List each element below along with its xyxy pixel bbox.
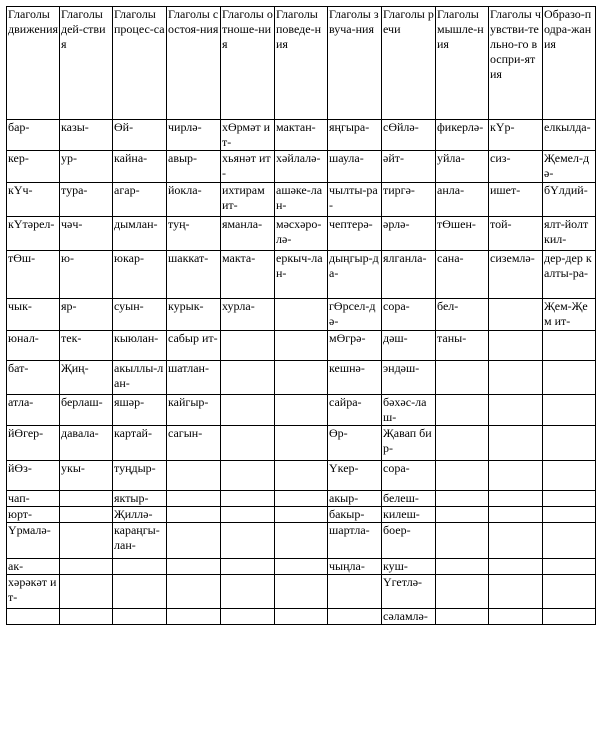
table-cell <box>489 491 543 507</box>
table-cell: куш- <box>382 559 436 575</box>
table-cell <box>60 559 113 575</box>
table-cell <box>60 491 113 507</box>
table-cell: еркыч-лан- <box>275 251 328 299</box>
table-cell: акыр- <box>328 491 382 507</box>
table-cell: казы- <box>60 120 113 151</box>
table-cell <box>436 361 489 395</box>
table-cell <box>489 559 543 575</box>
table-cell: чап- <box>7 491 60 507</box>
column-header: Глаголы звуча-ния <box>328 7 382 120</box>
table-cell <box>7 609 60 625</box>
table-cell: эндәш- <box>382 361 436 395</box>
table-cell: яңгыра- <box>328 120 382 151</box>
table-cell <box>543 559 596 575</box>
table-cell: караңгы-лан- <box>113 523 167 559</box>
table-row <box>7 151 596 183</box>
table-cell <box>436 523 489 559</box>
table-cell: сайра- <box>328 395 382 426</box>
table-cell: хәйлалә- <box>275 151 328 183</box>
table-cell: кҮч- <box>7 183 60 217</box>
table-cell <box>489 395 543 426</box>
table-cell <box>275 361 328 395</box>
table-cell <box>113 575 167 609</box>
table-body <box>7 120 596 625</box>
table-cell <box>275 523 328 559</box>
table-cell: яшәр- <box>113 395 167 426</box>
table-cell: хьянәт ит- <box>221 151 275 183</box>
table-cell <box>221 361 275 395</box>
table-cell: атла- <box>7 395 60 426</box>
table-cell: фикерлә- <box>436 120 489 151</box>
table-cell: тиргә- <box>382 183 436 217</box>
table-cell <box>113 559 167 575</box>
table-cell <box>436 426 489 461</box>
table-cell: шатлан- <box>167 361 221 395</box>
table-cell: яктыр- <box>113 491 167 507</box>
table-cell: сагын- <box>167 426 221 461</box>
table-row <box>7 217 596 251</box>
table-cell: шартла- <box>328 523 382 559</box>
table-cell <box>60 575 113 609</box>
table-cell: йокла- <box>167 183 221 217</box>
table-cell <box>167 491 221 507</box>
table-cell: кҮр- <box>489 120 543 151</box>
table-cell: әйт- <box>382 151 436 183</box>
table-cell <box>221 575 275 609</box>
table-cell: яманла- <box>221 217 275 251</box>
table-cell: юнал- <box>7 331 60 361</box>
table-cell <box>543 491 596 507</box>
table-cell: дер-дер калты-ра- <box>543 251 596 299</box>
table-cell: суын- <box>113 299 167 331</box>
table-cell: агар- <box>113 183 167 217</box>
table-cell: кайна- <box>113 151 167 183</box>
table-cell: сӨйлә- <box>382 120 436 151</box>
column-header: Глаголы процес-са <box>113 7 167 120</box>
table-cell <box>489 331 543 361</box>
table-cell <box>543 609 596 625</box>
table-cell <box>221 507 275 523</box>
table-cell: ак- <box>7 559 60 575</box>
table-cell: хәрәкәт ит- <box>7 575 60 609</box>
table-cell: чылты-ра- <box>328 183 382 217</box>
table-cell: белеш- <box>382 491 436 507</box>
table-cell <box>275 299 328 331</box>
table-cell <box>221 609 275 625</box>
table-cell <box>60 507 113 523</box>
table-cell: юкар- <box>113 251 167 299</box>
table-cell <box>436 395 489 426</box>
table-cell: курык- <box>167 299 221 331</box>
table-row <box>7 575 596 609</box>
table-cell <box>275 395 328 426</box>
table-row <box>7 491 596 507</box>
table-cell <box>275 575 328 609</box>
table-cell: чирлә- <box>167 120 221 151</box>
table-cell <box>328 609 382 625</box>
table-cell: картай- <box>113 426 167 461</box>
table-row <box>7 609 596 625</box>
table-cell: Үкер- <box>328 461 382 491</box>
table-cell: авыр- <box>167 151 221 183</box>
table-cell <box>113 609 167 625</box>
table-row <box>7 559 596 575</box>
table-cell: той- <box>489 217 543 251</box>
table-cell <box>543 395 596 426</box>
table-cell <box>543 507 596 523</box>
table-cell: Җиллә- <box>113 507 167 523</box>
table-cell: бел- <box>436 299 489 331</box>
table-cell: уйла- <box>436 151 489 183</box>
table-row <box>7 507 596 523</box>
table-row <box>7 120 596 151</box>
table-cell: макта- <box>221 251 275 299</box>
column-header: Глаголы мышле-ния <box>436 7 489 120</box>
table-cell: яр- <box>60 299 113 331</box>
table-cell <box>275 559 328 575</box>
table-cell <box>543 461 596 491</box>
table-cell <box>275 461 328 491</box>
table-cell: Җиң- <box>60 361 113 395</box>
table-cell <box>489 426 543 461</box>
table-cell <box>275 331 328 361</box>
table-cell: тӨш- <box>7 251 60 299</box>
table-cell: елкылда- <box>543 120 596 151</box>
table-cell: дәш- <box>382 331 436 361</box>
table-cell <box>275 507 328 523</box>
table-cell <box>275 609 328 625</box>
table-cell: кер- <box>7 151 60 183</box>
table-cell <box>489 523 543 559</box>
table-cell <box>436 575 489 609</box>
table-cell: шаккат- <box>167 251 221 299</box>
column-header: Глаголы чувстви-тельно-го воспри-ятия <box>489 7 543 120</box>
table-cell: бар- <box>7 120 60 151</box>
table-cell: таны- <box>436 331 489 361</box>
table-cell: ялганла- <box>382 251 436 299</box>
table-cell: давала- <box>60 426 113 461</box>
table-cell <box>221 523 275 559</box>
table-cell: сәламлә- <box>382 609 436 625</box>
table-cell: ю- <box>60 251 113 299</box>
table-cell <box>489 299 543 331</box>
table-cell <box>167 559 221 575</box>
table-row <box>7 523 596 559</box>
table-cell: тек- <box>60 331 113 361</box>
column-header: Глаголы отноше-ния <box>221 7 275 120</box>
table-cell <box>167 461 221 491</box>
table-cell: чептерә- <box>328 217 382 251</box>
table-cell <box>543 331 596 361</box>
table-cell: ашәке-лан- <box>275 183 328 217</box>
table-cell: юрт- <box>7 507 60 523</box>
table-cell: сора- <box>382 461 436 491</box>
table-cell: йӨгер- <box>7 426 60 461</box>
table-cell <box>543 426 596 461</box>
table-cell: кҮтәрел- <box>7 217 60 251</box>
table-row <box>7 183 596 217</box>
table-cell: ур- <box>60 151 113 183</box>
table-cell <box>489 609 543 625</box>
verb-classification-table <box>6 6 596 625</box>
table-cell: бәхәс-лаш- <box>382 395 436 426</box>
table-cell <box>167 523 221 559</box>
column-header: Глаголы дей-ствия <box>60 7 113 120</box>
table-cell: тура- <box>60 183 113 217</box>
table-cell <box>167 575 221 609</box>
table-cell <box>221 491 275 507</box>
table-cell <box>489 575 543 609</box>
table-row <box>7 251 596 299</box>
table-cell: сана- <box>436 251 489 299</box>
table-cell <box>275 426 328 461</box>
table-row <box>7 299 596 331</box>
table-cell: боер- <box>382 523 436 559</box>
table-cell: акыллы-лан- <box>113 361 167 395</box>
table-cell: сиз- <box>489 151 543 183</box>
table-cell <box>489 361 543 395</box>
table-cell: кайгыр- <box>167 395 221 426</box>
table-cell: гӨрсел-дә- <box>328 299 382 331</box>
table-cell: укы- <box>60 461 113 491</box>
table-cell: бҮлдий- <box>543 183 596 217</box>
table-cell: мактан- <box>275 120 328 151</box>
table-cell: анла- <box>436 183 489 217</box>
table-cell: мӨгрә- <box>328 331 382 361</box>
table-cell: Өй- <box>113 120 167 151</box>
column-header: Глаголы состоя-ния <box>167 7 221 120</box>
table-cell: ихтирам ит- <box>221 183 275 217</box>
table-cell: дыңгыр-да- <box>328 251 382 299</box>
table-cell: чыңла- <box>328 559 382 575</box>
table-cell <box>221 331 275 361</box>
table-cell <box>489 507 543 523</box>
table-cell: хурла- <box>221 299 275 331</box>
table-cell <box>543 575 596 609</box>
table-cell: сабыр ит- <box>167 331 221 361</box>
table-cell: Җемел-дә- <box>543 151 596 183</box>
table-cell: берлаш- <box>60 395 113 426</box>
table-cell: сора- <box>382 299 436 331</box>
table-cell <box>436 559 489 575</box>
table-cell: ялт-йолт кил- <box>543 217 596 251</box>
table-row <box>7 395 596 426</box>
table-cell: дымлан- <box>113 217 167 251</box>
table-cell: сиземлә- <box>489 251 543 299</box>
table-cell: Үрмалә- <box>7 523 60 559</box>
table-cell: шаула- <box>328 151 382 183</box>
table-cell: йӨз- <box>7 461 60 491</box>
table-cell: чык- <box>7 299 60 331</box>
table-cell: хӨрмәт ит- <box>221 120 275 151</box>
column-header: Образо-подра-жания <box>543 7 596 120</box>
table-cell <box>436 507 489 523</box>
table-row <box>7 461 596 491</box>
table-cell: туң- <box>167 217 221 251</box>
table-cell <box>543 361 596 395</box>
table-cell <box>436 461 489 491</box>
table-row <box>7 331 596 361</box>
table-cell: чәч- <box>60 217 113 251</box>
table-cell: Үгетлә- <box>382 575 436 609</box>
table-cell <box>221 395 275 426</box>
table-cell: килеш- <box>382 507 436 523</box>
table-cell: ишет- <box>489 183 543 217</box>
table-cell <box>436 491 489 507</box>
column-header: Глаголы поведе-ния <box>275 7 328 120</box>
column-header: Глаголы движения <box>7 7 60 120</box>
table-cell <box>167 609 221 625</box>
table-cell <box>328 575 382 609</box>
column-header: Глаголы речи <box>382 7 436 120</box>
table-cell <box>60 609 113 625</box>
table-cell: әрлә- <box>382 217 436 251</box>
table-cell: бат- <box>7 361 60 395</box>
table-cell <box>167 507 221 523</box>
table-cell <box>436 609 489 625</box>
table-cell: Җавап бир- <box>382 426 436 461</box>
table-cell: тӨшен- <box>436 217 489 251</box>
table-cell: кыюлан- <box>113 331 167 361</box>
table-cell <box>221 559 275 575</box>
table-cell: Өр- <box>328 426 382 461</box>
table-cell: кешнә- <box>328 361 382 395</box>
table-row <box>7 361 596 395</box>
header-row <box>7 7 596 120</box>
table-cell <box>221 426 275 461</box>
table-cell: мәсхәро-лә- <box>275 217 328 251</box>
table-cell <box>489 461 543 491</box>
table-cell <box>221 461 275 491</box>
table-cell <box>275 491 328 507</box>
table-row <box>7 426 596 461</box>
table-cell: бакыр- <box>328 507 382 523</box>
table-cell <box>60 523 113 559</box>
table-cell: Җем-Җем ит- <box>543 299 596 331</box>
table-header <box>7 7 596 120</box>
table-cell <box>543 523 596 559</box>
table-cell: туңдыр- <box>113 461 167 491</box>
